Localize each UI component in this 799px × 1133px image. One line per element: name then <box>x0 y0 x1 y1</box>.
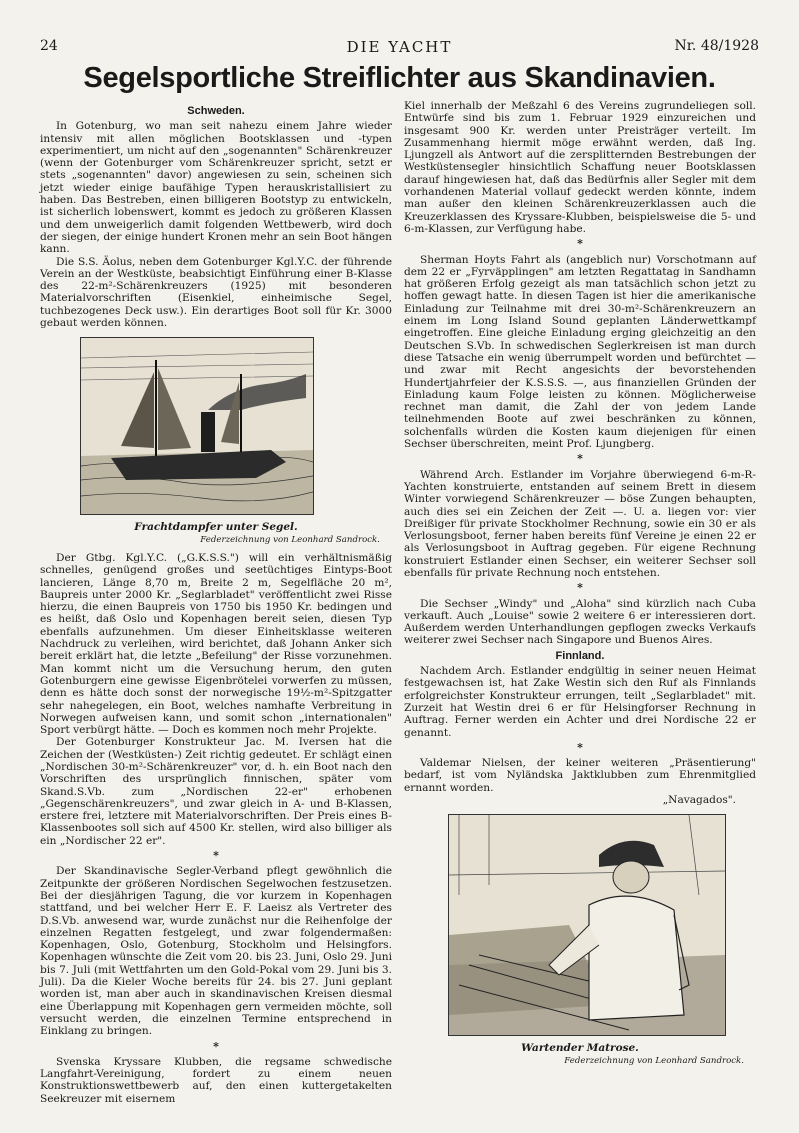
paragraph: Sherman Hoyts Fahrt als (angeblich nur) Vorschotmann auf dem 22 er „Fyrväpplingen" am letzten Regattatag in Sandhamn hat größeren Erfolg gezeigt als man tatsächlich schon jetzt zu hoffen gewagt hatte. In diesen Tagen ist hier die amerikanische Einladung zur Teilnahme mit drei 30-m²-Schärenkreuzern an einem im Long Island Sound geplanten Länderwettkampf eingetroffen. Eine gleiche Einladung erging gleichzeitig an den Deutschen S.Vb. In schwedischen Seglerkreisen ist man durch diese Tatsache ein wenig überrumpelt worden und befürchtet — und zwar mit Recht angesichts der bevorstehenden Hundertjahrfeier der K.S.S.S. —, aus finanziellen Gründen der Einladung kaum Folge leisten zu können. Möglicherweise rechnet man damit, die Zahl der von jedem Lande teilnehmenden Boote auf zwei beschränken zu können, solchenfalls würden die Kosten kaum diejenigen für einen Sechser überschreiten, meint Prof. Ljungberg. <box>404 253 756 451</box>
article-title: Segelsportliche Streiflichter aus Skandinavien. <box>83 62 716 94</box>
masthead: DIE YACHT <box>346 38 453 56</box>
separator-asterisk: * <box>213 1039 219 1053</box>
paragraph: Valdemar Nielsen, der keiner weiteren „Präsentierung" bedarf, ist vom Nyländska Jaktklubben zum Ehrenmitglied ernannt worden. <box>404 757 756 794</box>
figure-credit: Federzeichnung von Leonhard Sandrock. <box>200 534 380 545</box>
separator-asterisk: * <box>577 740 583 754</box>
paragraph: Der Gotenburger Konstrukteur Jac. M. Iversen hat die Zeichen der (Westküsten-) Zeit richtig gedeutet. Er schlägt einen „Nordischen 30-m²-Schärenkreuzer" vor, d. h. ein Boot nach den Vorschriften des ursprünglich finnischen, später vom Skand.S.Vb. zum „Nordischen 22-er" erhobenen „Gegenschärenkreuzers", und zwar gleich in A- und B-Klassen, erstere frei, letztere mit Materialvorschriften. Der Preis eines B-Klassenbootes soll sich auf 4500 Kr. stellen, wird also billiger als ein „Nordischer 22 er". <box>40 736 392 847</box>
right-column <box>404 100 756 1073</box>
paragraph: Kiel innerhalb der Meßzahl 6 des Vereins zugrundeliegen soll. Entwürfe sind bis zum 1. Februar 1929 einzureichen und insgesamt 900 Kr. werden unter Preisträger verteilt. Im Zusammenhang hiermit möge erwähnt werden, daß Ing. Ljungzell als Antwort auf die zersplitternden Bestrebungen der Westküstensegler hinsichtlich Schaffung neuer Bootsklassen darauf hingewiesen hat, daß das Bedürfnis aller Segler mit dem vorhandenen Material vollauf gedeckt werden könnte, indem man außer den kleinen Schärenkreuzerklassen auch die Kreuzerklassen des Kryssare-Klubben, beispielsweise die 5- und 6-m-Klassen, zur Verfügung habe. <box>404 100 756 235</box>
page-header <box>40 38 759 56</box>
paragraph: Nachdem Arch. Estlander endgültig in seiner neuen Heimat festgewachsen ist, hat Zake Westin sich den Ruf als Finnlands erfolgreichster Konstrukteur errungen, teilt „Seglarbladet" mit. Zurzeit hat Westin drei 6 er für Helsingforser Rechnung in Auftrag. Ferner werden ein Achter und drei Nordische 22 er genannt. <box>404 665 756 739</box>
page-number: 24 <box>40 38 58 54</box>
figure-caption: Wartender Matrose. <box>521 1042 639 1055</box>
section-heading-finland: Finnland. <box>555 649 605 662</box>
paragraph: In Gotenburg, wo man seit nahezu einem Jahre wieder intensiv mit allen möglichen Bootsklassen und -typen experimentiert, um nicht auf den „sogenannten" Schärenkreuzer (wenn der Gotenburger vom Schärenkreuzer spricht, setzt er stets „sogenannten" davor) angewiesen zu sein, scheinen sich jetzt wieder einige baufähige Typen herauskristallisiert zu haben. Das Bestreben, einen billigeren Bootstyp zu entwickeln, ist sicherlich lobenswert, kommt es jedoch zu größeren Klassen und dem unweigerlich damit folgenden Wettbewerb, wird doch der siegen, der einige hundert Kronen mehr an sein Boot hängen kann. <box>40 120 392 256</box>
figure-caption: Frachtdampfer unter Segel. <box>134 521 298 534</box>
paragraph: Der Gtbg. Kgl.Y.C. („G.K.S.S.") will ein verhältnismäßig schnelles, genügend großes und seetüchtiges Eintyps-Boot lancieren, Länge 8,70 m, Breite 2 m, Segelfläche 20 m², Baupreis unter 2000 Kr. „Seglarbladet" veröffentlicht zwei Risse hierzu, die einen Baupreis von 1750 bis 1950 Kr. bedingen und es heißt, daß Oslo und Kopenhagen bereit seien, diesen Typ ebenfalls aufzunehmen. Um dieser Einheitsklasse weiteren Nachdruck zu verleihen, wird berichtet, daß Johann Anker sich bereit erklärt hat, die letzte „Befeilung" der Risse vorzunehmen. Man kommt nicht um die Versuchung herum, den guten Gotenburgern eine gewisse Eigenbrötelei vorwerfen zu müssen, denn es hätte doch sonst der norwegische 19½-m²-Spitzgatter sehr nahegelegen, ein Boot, welches namhafte Verbreitung in Norwegen aufweisen kann, und somit schon „internationalen" Sport verbürgt hätte. — Doch es kommen noch mehr Projekte. <box>40 551 392 737</box>
paragraph: Während Arch. Estlander im Vorjahre überwiegend 6-m-R-Yachten konstruierte, entstanden auf seinem Brett in diesem Winter vorwiegend Schärenkreuzer — böse Zungen behaupten, auch dies sei ein Zeichen der Zeit —. U. a. liegen vor: vier Dreißiger für private Stockholmer Rechnung, sowie ein 30 er als Verlosungsboot, ferner haben bereits fünf Vereine je einen 22 er als Verlosungsboot in Auftrag gegeben. Für eigene Rechnung konstruiert Estlander einen Sechser, ein weiterer Sechser soll ebenfalls für private Rechnung noch entstehen. <box>404 468 756 579</box>
separator-asterisk: * <box>577 581 583 595</box>
paragraph: Die S.S. Äolus, neben dem Gotenburger Kgl.Y.C. der führende Verein an der Westküste, beabsichtigt Einführung einer B-Klasse des 22-m²-Schärenkreuzers (1925) mit besonderen Materialvorschriften (Eisenkiel, einheimische Segel, tuchbezogenes Deck usw.). Ein derartiges Boot soll für Kr. 3000 gebaut werden können. <box>40 255 392 330</box>
figure-sailor <box>404 814 756 1067</box>
figure-credit: Federzeichnung von Leonhard Sandrock. <box>564 1055 744 1066</box>
steamship-illustration <box>80 337 314 515</box>
paragraph: Die Sechser „Windy" und „Aloha" sind kürzlich nach Cuba verkauft. Auch „Louise" sowie 2 weitere 6 er interessieren dort. Außerdem werden Unterhandlungen gepflogen zwecks Verkaufs weiterer zwei Sechser nach Singapore und Buenos Aires. <box>404 597 756 647</box>
separator-asterisk: * <box>577 452 583 466</box>
figure-steamship <box>40 337 392 546</box>
issue-number: Nr. 48/1928 <box>674 38 759 54</box>
paragraph: Der Skandinavische Segler-Verband pflegt gewöhnlich die Zeitpunkte der größeren Nordischen Segelwochen festzusetzen. Bei der diesjährigen Tagung, die vor kurzem in Kopenhagen stattfand, und bei welcher Herr E. F. Laeisz als Vertreter des D.S.Vb. anwesend war, wurde zunächst nur die Reihenfolge der einzelnen Regatten festgelegt, und zwar folgendermaßen: Kopenhagen, Oslo, Gotenburg, Stockholm und Helsingfors. Kopenhagen wünschte die Zeit vom 20. bis 23. Juni, Oslo 29. Juni bis 7. Juli (mit Wettfahrten um den Gold-Pokal vom 29. Juni bis 3. Juli). Da die Kieler Woche bereits für 24. bis 27. Juni geplant worden ist, man aber auch in skandinavischen Kreisen diesmal eine Überlappung mit Kopenhagen gern vermeiden möchte, soll versucht werden, die einzelnen Termine entsprechend in Einklang zu bringen. <box>40 865 392 1038</box>
separator-asterisk: * <box>213 849 219 863</box>
left-column <box>40 102 392 1105</box>
paragraph: Svenska Kryssare Klubben, die regsame schwedische Langfahrt-Vereinigung, fordert zu einem neuen Konstruktionswettbewerb auf, den einen kuttergetakelten Seekreuzer mit eisernem <box>40 1055 392 1105</box>
separator-asterisk: * <box>577 237 583 251</box>
sailor-illustration <box>448 814 726 1036</box>
section-heading-sweden: Schweden. <box>187 105 245 117</box>
author-signature: „Navagados". <box>662 794 736 807</box>
